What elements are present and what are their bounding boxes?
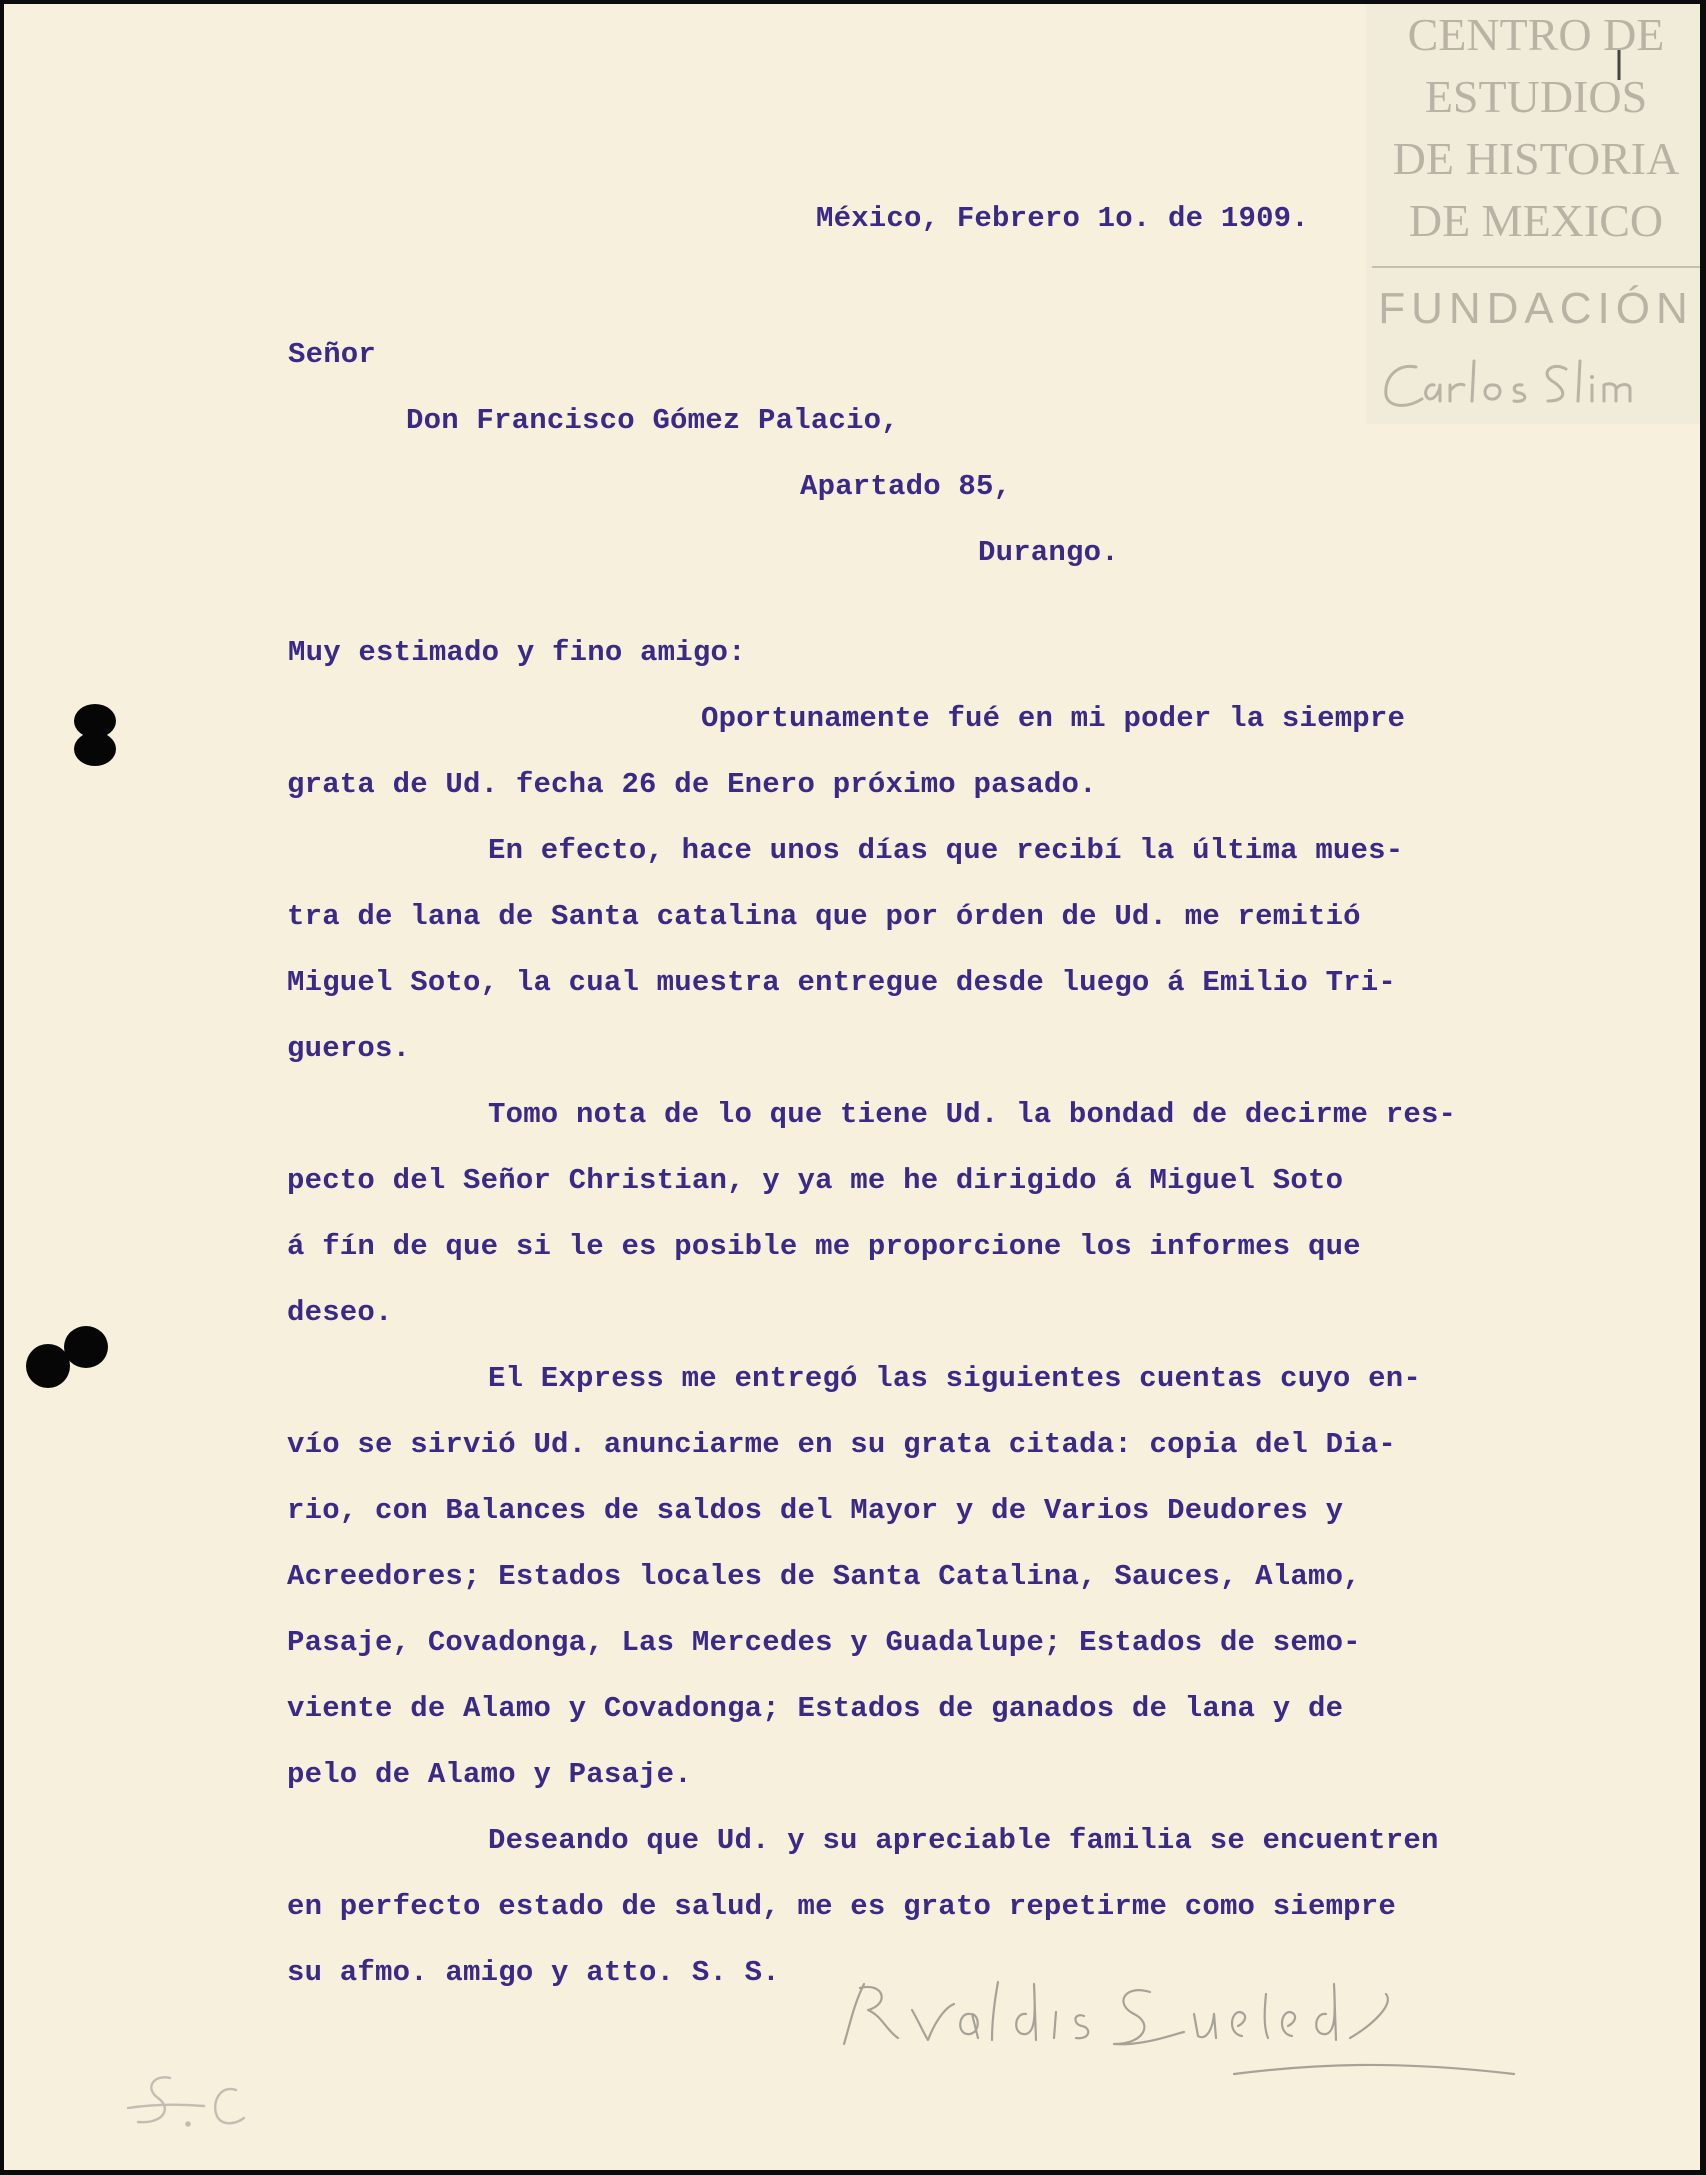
body-line: Oportunamente fué en mi poder la siempre [701,702,1406,735]
recipient-name: Don Francisco Gómez Palacio, [406,404,899,437]
body-line: Tomo nota de lo que tiene Ud. la bondad de decirme res- [488,1098,1457,1131]
salutation-title: Señor [288,338,377,371]
body-line: viente de Alamo y Covadonga; Estados de ganados de lana y de [287,1692,1344,1725]
carlos-slim-signature-logo [1376,349,1696,419]
pencil-notation [124,2064,274,2144]
body-line: Miguel Soto, la cual muestra entregue desde luego á Emilio Tri- [287,966,1396,999]
letter-page [4,4,1700,2170]
watermark-line-5: FUNDACIÓN [1378,284,1694,333]
body-line: rio, con Balances de saldos del Mayor y de Varios Deudores y [287,1494,1344,1527]
watermark-line-1: CENTRO DE [1407,9,1665,60]
handwritten-signature [794,1964,1594,2094]
body-line: deseo. [287,1296,393,1329]
body-line: Acreedores; Estados locales de Santa Catalina, Sauces, Alamo, [287,1560,1361,1593]
body-line: pelo de Alamo y Pasaje. [287,1758,692,1791]
watermark-line-4: DE MEXICO [1408,195,1664,246]
punch-hole [74,732,116,766]
body-line: tra de lana de Santa catalina que por órden de Ud. me remitió [287,900,1361,933]
body-line: á fín de que si le es posible me proporcione los informes que [287,1230,1361,1263]
page-number-mark [1599,46,1639,86]
body-line: gueros. [287,1032,411,1065]
body-line: en perfecto estado de salud, me es grato repetirme como siempre [287,1890,1396,1923]
body-line: Pasaje, Covadonga, Las Mercedes y Guadalupe; Estados de semo- [287,1626,1361,1659]
watermark-line-3: DE HISTORIA [1392,133,1680,184]
recipient-address: Apartado 85, [800,470,1012,503]
watermark-line-2: ESTUDIOS [1424,71,1648,122]
archive-watermark [1366,4,1700,424]
recipient-city: Durango. [978,536,1119,569]
date-line: México, Febrero 1o. de 1909. [816,202,1309,235]
body-line: vío se sirvió Ud. anunciarme en su grata citada: copia del Dia- [287,1428,1396,1461]
body-line: pecto del Señor Christian, y ya me he dirigido á Miguel Soto [287,1164,1344,1197]
body-line: su afmo. amigo y atto. S. S. [287,1956,780,1989]
body-line: En efecto, hace unos días que recibí la última mues- [488,834,1404,867]
greeting: Muy estimado y fino amigo: [288,636,746,669]
punch-hole [64,1326,108,1368]
watermark-divider [1372,266,1700,268]
body-line: Deseando que Ud. y su apreciable familia se encuentren [488,1824,1439,1857]
body-line: grata de Ud. fecha 26 de Enero próximo pasado. [287,768,1097,801]
body-line: El Express me entregó las siguientes cuentas cuyo en- [488,1362,1421,1395]
